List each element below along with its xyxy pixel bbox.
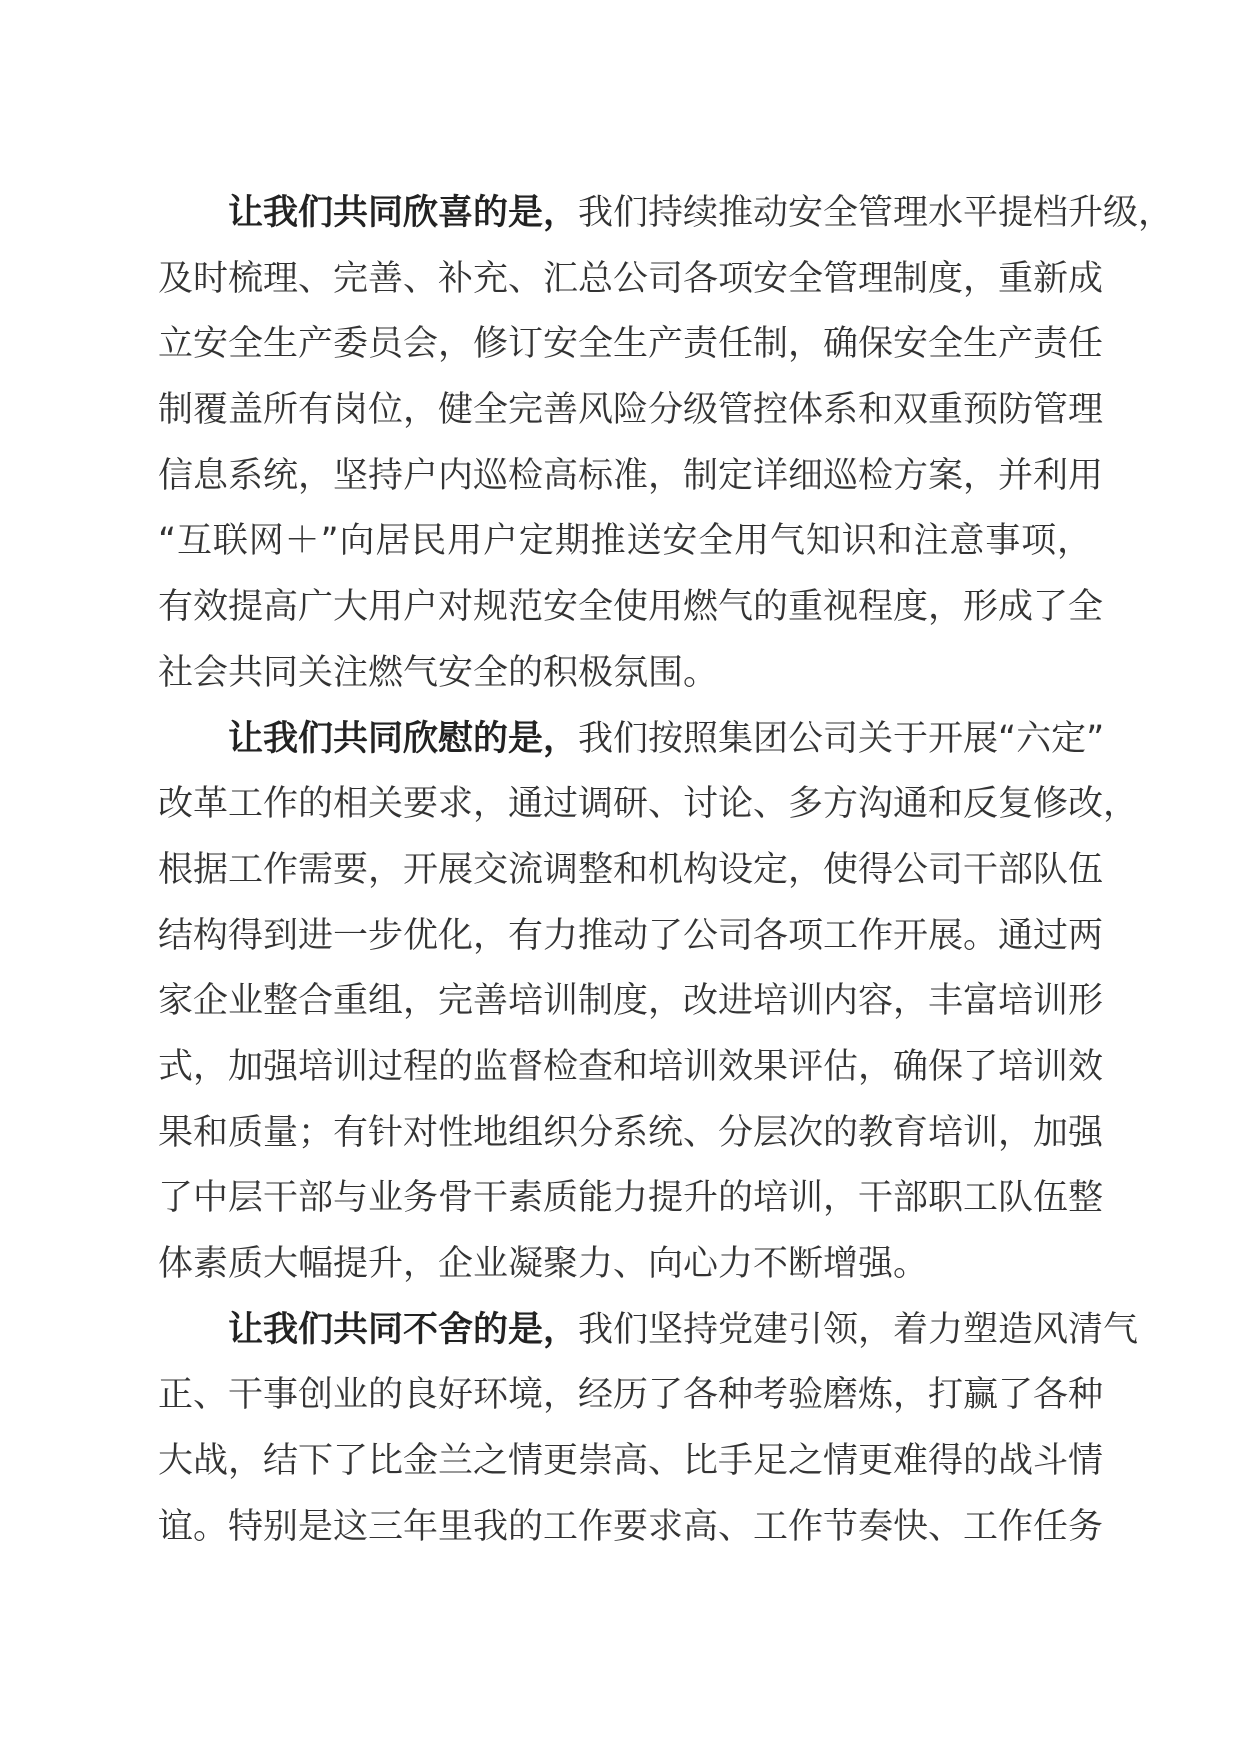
- paragraph-1: [158, 181, 1174, 707]
- paragraph-line: 正、干事创业的良好环境，经历了各种考验磨炼，打赢了各种: [158, 1375, 1104, 1416]
- paragraph-line: [158, 707, 1105, 773]
- paragraph-line: 式，加强培训过程的监督检查和培训效果评估，确保了培训效: [158, 1046, 1104, 1087]
- paragraph-text: 我们持续推动安全管理水平提档升级，: [578, 193, 1174, 233]
- paragraph-line: 根据工作需要，开展交流调整和机构设定，使得公司干部队伍: [158, 849, 1104, 890]
- paragraph-line: 信息系统，坚持户内巡检高标准，制定详细巡检方案，并利用: [158, 455, 1104, 496]
- paragraph-line: [158, 181, 1174, 247]
- paragraph-text: 我们按照集团公司关于开展“六定”: [578, 718, 1105, 759]
- document-body: [158, 181, 1174, 1560]
- paragraph-line: 立安全生产委员会，修订安全生产责任制，确保安全生产责任: [158, 324, 1104, 365]
- paragraph-line: 有效提高广大用户对规范安全使用燃气的重视程度，形成了全: [158, 587, 1104, 628]
- paragraph-line: 结构得到进一步优化，有力推动了公司各项工作开展。通过两: [158, 915, 1104, 956]
- paragraph-lead: 让我们共同欣慰的是，: [228, 718, 579, 759]
- paragraph-line: 果和质量；有针对性地组织分系统、分层次的教育培训，加强: [158, 1112, 1104, 1153]
- paragraph-lead: 让我们共同欣喜的是，: [228, 193, 579, 233]
- paragraph-line: 及时梳理、完善、补充、汇总公司各项安全管理制度，重新成: [158, 258, 1104, 299]
- paragraph-lead: 让我们共同不舍的是，: [228, 1309, 579, 1350]
- paragraph-line: 改革工作的相关要求，通过调研、讨论、多方沟通和反复修改，: [158, 784, 1139, 825]
- paragraph-line: 家企业整合重组，完善培训制度，改进培训内容，丰富培训形: [158, 981, 1104, 1022]
- paragraph-line: 谊。特别是这三年里我的工作要求高、工作节奏快、工作任务: [158, 1506, 1104, 1547]
- paragraph-line: 体素质大幅提升，企业凝聚力、向心力不断增强。: [158, 1244, 929, 1284]
- paragraph-text: 我们坚持党建引领，着力塑造风清气: [578, 1309, 1139, 1350]
- paragraph-3: [158, 1298, 1139, 1561]
- paragraph-line: 制覆盖所有岗位，健全完善风险分级管控体系和双重预防管理: [158, 390, 1104, 431]
- paragraph-line: 大战，结下了比金兰之情更崇高、比手足之情更难得的战斗情: [158, 1441, 1104, 1482]
- paragraph-line: [158, 1298, 1139, 1364]
- paragraph-line: “互联网＋”向居民用户定期推送安全用气知识和注意事项，: [158, 521, 1092, 562]
- paragraph-2: [158, 707, 1139, 1298]
- paragraph-line: 了中层干部与业务骨干素质能力提升的培训，干部职工队伍整: [158, 1178, 1104, 1219]
- paragraph-line: 社会共同关注燃气安全的积极氛围。: [158, 652, 719, 693]
